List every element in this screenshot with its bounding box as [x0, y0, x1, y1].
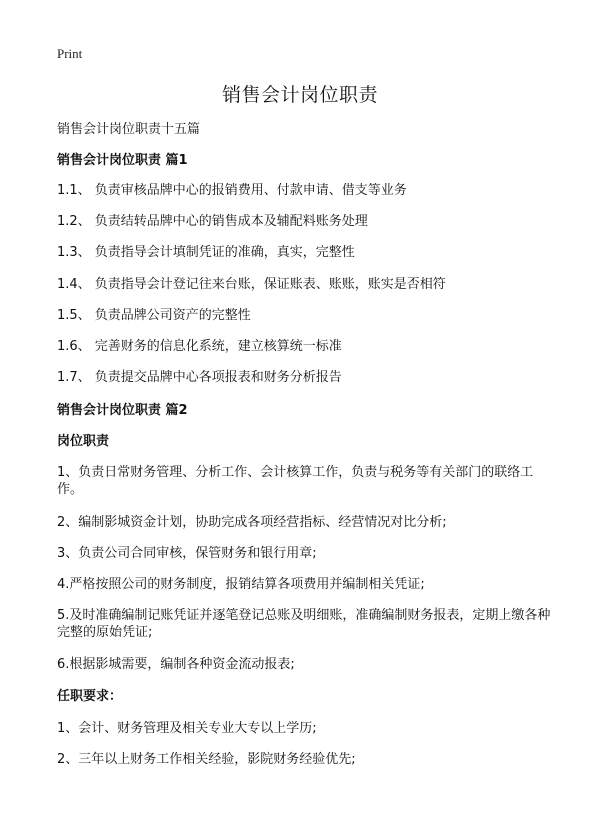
section-1-item: 1.5、 负责品牌公司资产的完整性 [57, 308, 251, 323]
duty-item: 2、编制影城资金计划，协助完成各项经营指标、经营情况对比分析; [57, 515, 447, 530]
section-1-item: 1.1、 负责审核品牌中心的报销费用、付款申请、借支等业务 [57, 183, 407, 198]
print-label[interactable]: Print [57, 46, 83, 61]
section-1-item: 1.7、 负责提交品牌中心各项报表和财务分析报告 [57, 370, 342, 385]
requirement-item: 1、会计、财务管理及相关专业大专以上学历; [57, 721, 317, 736]
section-1-heading: 销售会计岗位职责 篇1 [57, 153, 188, 168]
duties-heading: 岗位职责 [57, 434, 110, 449]
duty-item: 6.根据影城需要，编制各种资金流动报表; [57, 657, 295, 672]
section-1-item: 1.6、 完善财务的信息化系统，建立核算统一标准 [57, 339, 342, 354]
duty-item: 5.及时准确编制记账凭证并逐笔登记总账及明细账，准确编制财务报表，定期上缴各种完整的原始凭证; [57, 608, 551, 640]
section-2-heading: 销售会计岗位职责 篇2 [57, 403, 188, 418]
section-1-item: 1.4、 负责指导会计登记往来台账，保证账表、账账，账实是否相符 [57, 277, 446, 292]
requirements-heading: 任职要求： [57, 689, 123, 704]
section-1-item: 1.3、 负责指导会计填制凭证的准确，真实，完整性 [57, 245, 355, 260]
section-1-item: 1.2、 负责结转品牌中心的销售成本及辅配料账务处理 [57, 214, 368, 229]
document-subtitle: 销售会计岗位职责十五篇 [57, 122, 201, 137]
duty-item: 3、负责公司合同审核，保管财务和银行用章; [57, 546, 317, 561]
duty-item: 4.严格按照公司的财务制度，报销结算各项费用并编制相关凭证; [57, 577, 425, 592]
document-title: 销售会计岗位职责 [221, 84, 378, 106]
requirement-item: 2、三年以上财务工作相关经验，影院财务经验优先; [57, 752, 356, 767]
duty-item: 1、负责日常财务管理、分析工作、会计核算工作，负责与税务等有关部门的联络工作。 [57, 465, 534, 497]
